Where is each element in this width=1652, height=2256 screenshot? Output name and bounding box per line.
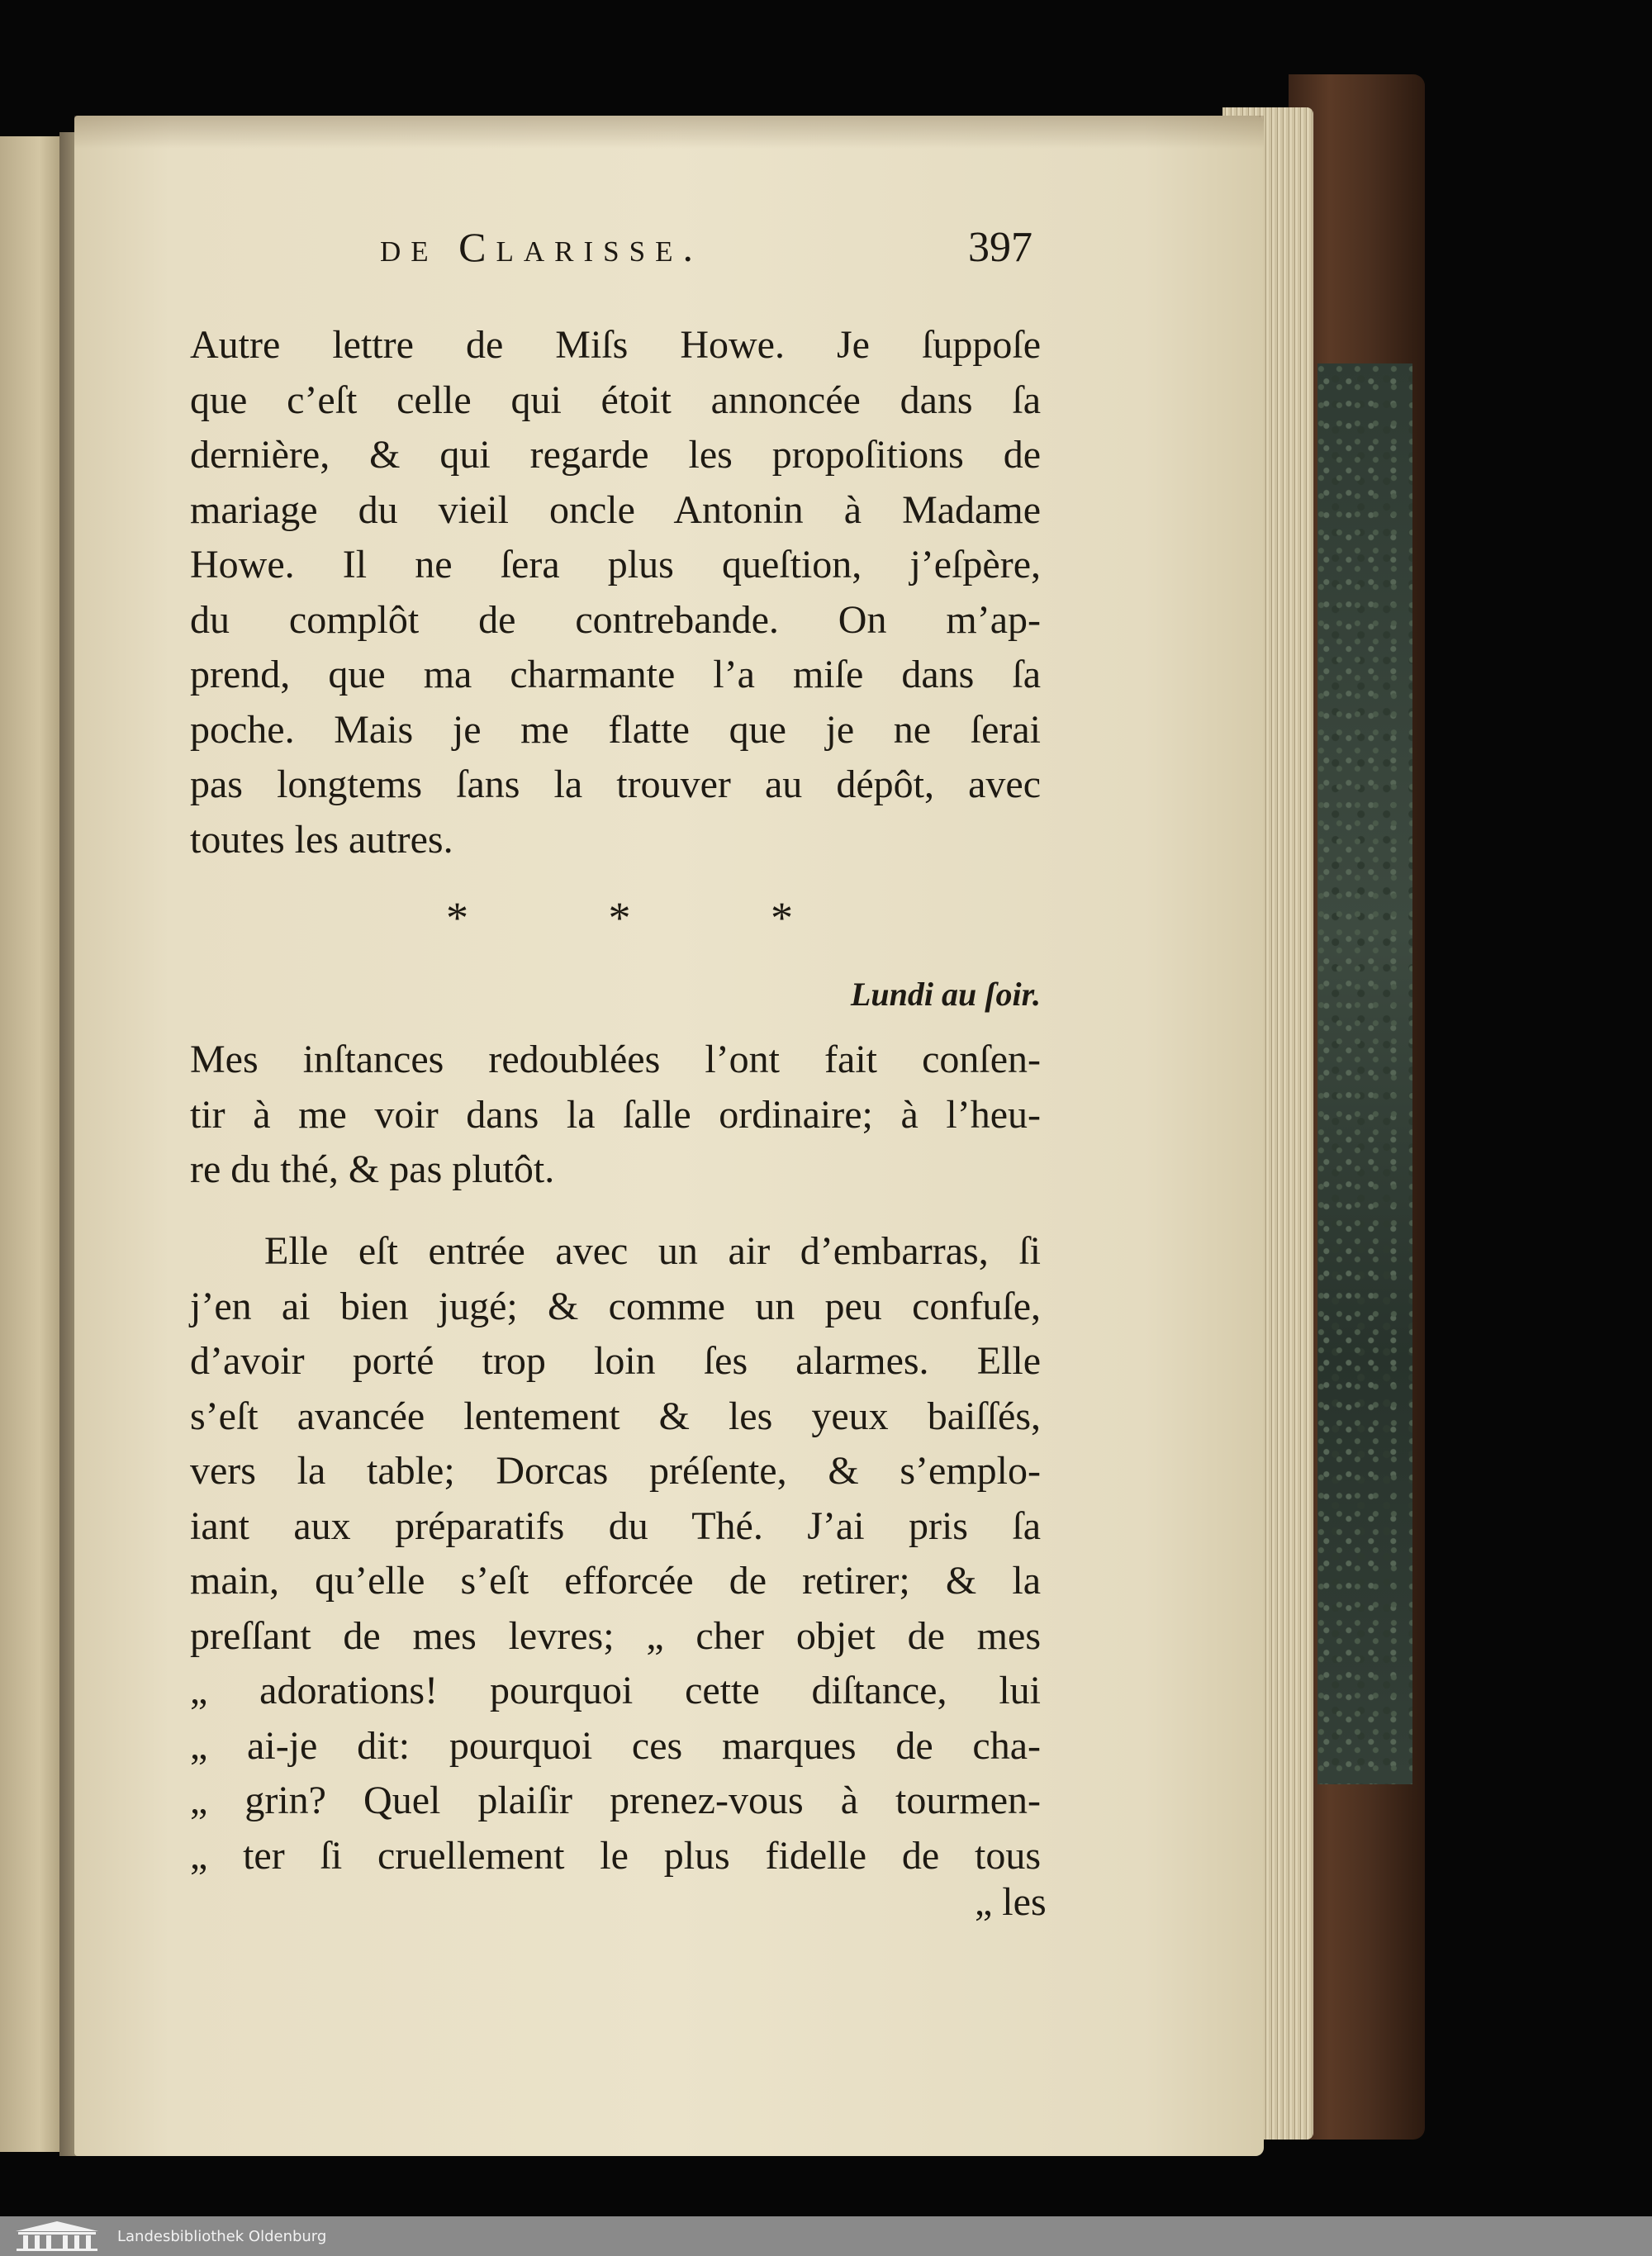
- text-line: d’avoir porté trop loin ſes alarmes. Elle: [190, 1339, 1041, 1383]
- catchword: „ les: [975, 1880, 1047, 1924]
- footer-bar: [0, 2216, 1652, 2256]
- text-line: preſſant de mes levres; „ cher objet de mes: [190, 1613, 1041, 1658]
- text-line: re du thé, & pas plutôt.: [190, 1147, 555, 1191]
- text-line: iant aux préparatifs du Thé. J’ai pris ſa: [190, 1503, 1041, 1548]
- text-line: vers la table; Dorcas préſente, & s’emplo-: [190, 1449, 1041, 1493]
- text-line: prend, que ma charmante l’a miſe dans ſa: [190, 653, 1041, 696]
- asterisk: *: [446, 893, 468, 943]
- asterisk: *: [771, 893, 793, 943]
- paragraph-2: [190, 1033, 1041, 1198]
- previous-page-edge: [0, 136, 66, 2152]
- library-name: Landesbibliothek Oldenburg: [117, 2227, 327, 2245]
- text-line: main, qu’elle s’eſt efforcée de retirer; & la: [190, 1559, 1041, 1603]
- text-line: pas longtems ſans la trouver au dépôt, avec: [190, 762, 1041, 806]
- text-line: „ ter ſi cruellement le plus fidelle de tous: [190, 1833, 1041, 1878]
- section-separator: [446, 892, 793, 943]
- text-line: Howe. Il ne ſera plus queſtion, j’eſpère,: [190, 543, 1041, 587]
- paragraph-1: [190, 318, 1041, 867]
- page-header: [380, 223, 1032, 281]
- page-number: 397: [968, 224, 1032, 271]
- text-line: du complôt de contrebande. On m’ap-: [190, 597, 1041, 642]
- asterisk: *: [608, 893, 631, 943]
- running-head: de Clarisse.: [380, 224, 703, 270]
- page-shadow: [74, 116, 1264, 149]
- text-line: „ ai-je dit: pourquoi ces marques de cha-: [190, 1723, 1041, 1768]
- text-line: mariage du vieil oncle Antonin à Madame: [190, 487, 1041, 532]
- text-line: Mes inſtances redoublées l’ont fait conſen-: [190, 1038, 1041, 1081]
- text-line: dernière, & qui regarde les propoſitions de: [190, 433, 1041, 477]
- text-line: Elle eſt entrée avec un air d’embarras, ſi: [264, 1229, 1041, 1273]
- paragraph-3: [190, 1224, 1041, 1883]
- dateline: Lundi au ſoir.: [850, 976, 1041, 1013]
- text-line: j’en ai bien jugé; & comme un peu confuſe,: [190, 1284, 1041, 1328]
- text-line: toutes les autres.: [190, 817, 453, 862]
- marbled-cover-panel: [1317, 363, 1412, 1784]
- library-building-icon: [12, 2220, 102, 2253]
- text-line: Autre lettre de Miſs Howe. Je ſuppoſe: [190, 323, 1041, 367]
- text-line: tir à me voir dans la ſalle ordinaire; à l’heu-: [190, 1092, 1041, 1137]
- text-line: poche. Mais je me flatte que je ne ſerai: [190, 707, 1041, 752]
- text-line: que c’eſt celle qui étoit annoncée dans ſa: [190, 378, 1041, 422]
- text-line: s’eſt avancée lentement & les yeux baiſſés,: [190, 1394, 1041, 1438]
- text-line: „ adorations! pourquoi cette diſtance, lui: [190, 1669, 1041, 1712]
- text-line: „ grin? Quel plaiſir prenez-vous à tourmen-: [190, 1779, 1041, 1822]
